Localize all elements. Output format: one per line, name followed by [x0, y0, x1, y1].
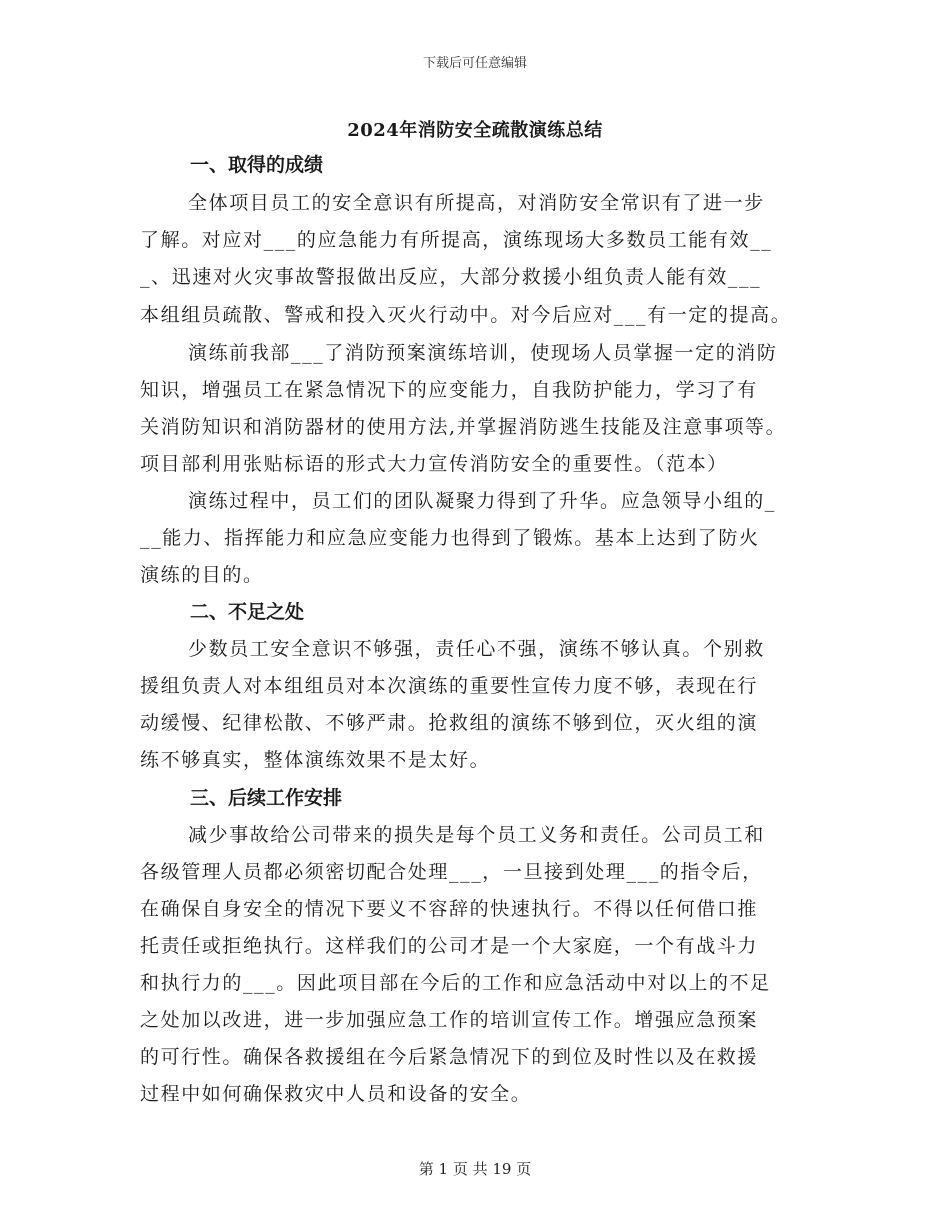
paragraph-line: 了解。对应对___的应急能力有所提高，演练现场大多数员工能有效__ — [140, 229, 773, 251]
paragraph-line: 之处加以改进，进一步加强应急工作的培训宣传工作。增强应急预案 — [140, 1009, 759, 1031]
paragraph-line: 练不够真实，整体演练效果不是太好。 — [140, 749, 491, 771]
paragraph-line: _、迅速对火灾事故警报做出反应，大部分救援小组负责人能有效___ — [140, 266, 762, 288]
paragraph-line: 的可行性。确保各救援组在今后紧急情况下的到位及时性以及在救援 — [140, 1046, 759, 1068]
paragraph-line: 援组负责人对本组组员对本次演练的重要性宣传力度不够，表现在行 — [140, 675, 759, 697]
paragraph-line: 托责任或拒绝执行。这样我们的公司才是一个大家庭，一个有战斗力 — [140, 935, 759, 957]
paragraph-line: 过程中如何确保救灾中人员和设备的安全。 — [140, 1083, 532, 1105]
paragraph-line: 动缓慢、纪律松散、不够严肃。抢救组的演练不够到位，灭火组的演 — [140, 712, 759, 734]
paragraph-line: 演练过程中，员工们的团队凝聚力得到了升华。应急领导小组的_ — [188, 490, 776, 512]
page-footer: 第 1 页 共 19 页 — [418, 1160, 532, 1178]
paragraph-line: 演练前我部___了消防预案演练培训，使现场人员掌握一定的消防 — [188, 342, 778, 364]
paragraph-line: 本组组员疏散、警戒和投入灭火行动中。对今后应对___有一定的提高。 — [140, 304, 792, 326]
paragraph-line: 知识，增强员工在紧急情况下的应变能力，自我防护能力，学习了有 — [140, 379, 759, 401]
page-title: 2024年消防安全疏散演练总结 — [347, 120, 603, 141]
section-heading: 三、后续工作安排 — [190, 787, 343, 809]
paragraph-line: 减少事故给公司带来的损失是每个员工义务和责任。公司员工和 — [188, 824, 765, 846]
paragraph-line: 在确保自身安全的情况下要义不容辞的快速执行。不得以任何借口推 — [140, 898, 759, 920]
paragraph-line: 各级管理人员都必须密切配合处理___，一旦接到处理___的指令后， — [140, 861, 763, 883]
section-heading: 二、不足之处 — [190, 601, 305, 623]
section-heading: 一、取得的成绩 — [190, 154, 324, 176]
paragraph-line: 关消防知识和消防器材的使用方法,并掌握消防逃生技能及注意事项等。 — [140, 416, 787, 438]
paragraph-line: 演练的目的。 — [140, 564, 264, 586]
paragraph-line: 项目部利用张贴标语的形式大力宣传消防安全的重要性。（范本） — [140, 453, 728, 475]
paragraph-line: 全体项目员工的安全意识有所提高，对消防安全常识有了进一步 — [188, 192, 765, 214]
paragraph-line: 和执行力的___。因此项目部在今后的工作和应急活动中对以上的不足 — [140, 972, 771, 994]
paragraph-line: __能力、指挥能力和应急应变能力也得到了锻炼。基本上达到了防火 — [140, 527, 760, 549]
paragraph-line: 少数员工安全意识不够强，责任心不强，演练不够认真。个别救 — [188, 638, 765, 660]
header-note: 下载后可任意编辑 — [422, 56, 527, 71]
